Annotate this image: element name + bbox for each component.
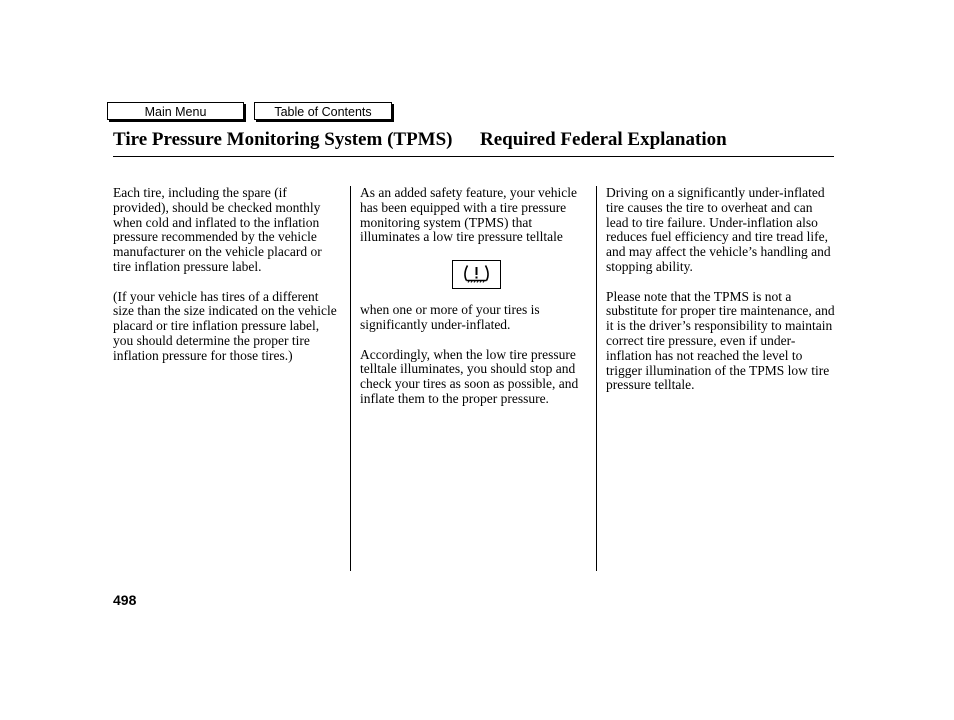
- header-rule: [113, 156, 834, 157]
- middle-paragraph-3: Accordingly, when the low tire pressure telltale illuminates, you should stop and check your tires as soon as possible, and inflate them to the proper pressure.: [360, 346, 579, 406]
- page-number: 498: [113, 592, 137, 608]
- right-paragraph-2: Please note that the TPMS is not a substitute for proper tire maintenance, and it is the driver’s responsibility to maintain correct tire pressure, even if under-inflation has not reached the level to trigger illumination of the TPMS low tire pressure telltale.: [606, 288, 835, 393]
- middle-paragraph-1: As an added safety feature, your vehicle has been equipped with a tire pressure monitoring system (TPMS) that illuminates a low tire pressure telltale: [360, 185, 578, 245]
- tire-warning-icon: [453, 261, 500, 288]
- left-paragraph-1: Each tire, including the spare (if provided), should be checked monthly when cold and inflated to the inflation pressure recommended by the vehicle manufacturer on the vehicle placard or tire inflation pressure label.: [113, 185, 322, 274]
- section-subtitle: Required Federal Explanation: [480, 129, 727, 150]
- left-paragraph-2: (If your vehicle has tires of a different size than the size indicated on the vehicle placard or tire inflation pressure label, you should determine the proper tire inflation pressure for those tires.): [113, 288, 337, 363]
- middle-column: [360, 186, 588, 407]
- page-header: [113, 128, 833, 152]
- table-of-contents-button[interactable]: Table of Contents: [254, 102, 392, 120]
- right-column: [606, 186, 836, 393]
- column-divider: [596, 186, 597, 571]
- right-paragraph-1: Driving on a significantly under-inflated tire causes the tire to overheat and can lead to tire failure. Under-inflation also reduces fuel efficiency and tire tread life, and may affect the vehicle’s handling and stopping ability.: [606, 185, 831, 274]
- main-menu-button[interactable]: Main Menu: [107, 102, 244, 120]
- middle-paragraph-2: when one or more of your tires is significantly under-inflated.: [360, 302, 540, 332]
- column-divider: [350, 186, 351, 571]
- section-title: Tire Pressure Monitoring System (TPMS): [113, 129, 453, 150]
- low-tire-pressure-telltale-icon: [452, 260, 501, 289]
- left-column: [113, 186, 338, 364]
